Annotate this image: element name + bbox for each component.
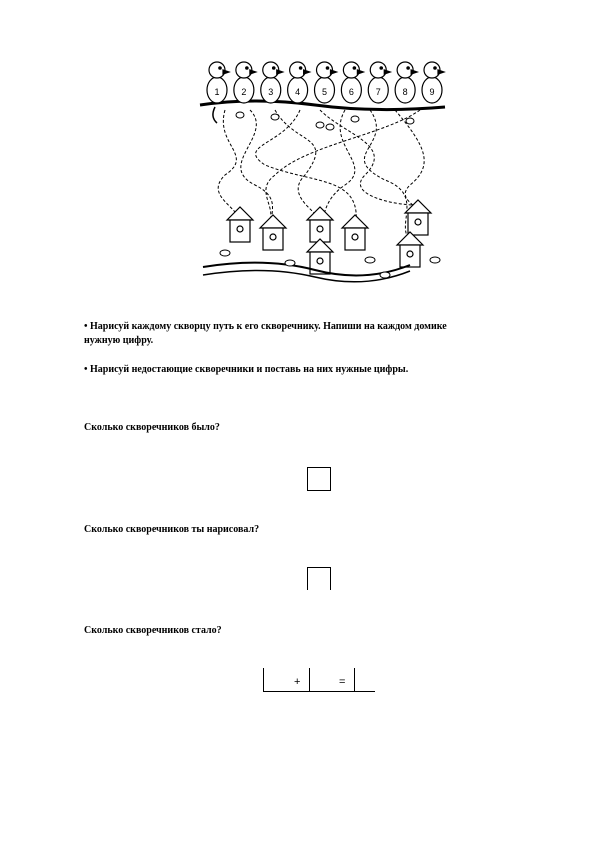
question-3: Сколько скворечников стало? bbox=[84, 625, 222, 636]
birdhouse-1 bbox=[227, 207, 253, 242]
bird-3 bbox=[261, 62, 283, 103]
answer-box-1[interactable] bbox=[307, 467, 331, 491]
birdhouse-7 bbox=[397, 232, 423, 267]
eq-divider-1 bbox=[309, 668, 310, 692]
eq-left-border bbox=[263, 668, 264, 692]
eq-divider-2 bbox=[354, 668, 355, 692]
bird-2 bbox=[234, 62, 256, 103]
bird-number: 6 bbox=[348, 87, 354, 97]
bottom-branch bbox=[203, 263, 410, 276]
bird-9 bbox=[422, 62, 444, 103]
instruction-1-line-1: • Нарисуй каждому скворцу путь к его скворечнику. Напиши на каждом домике bbox=[84, 321, 447, 332]
bird-number: 7 bbox=[375, 87, 381, 97]
bird-number: 9 bbox=[429, 87, 435, 97]
bird-number: 4 bbox=[295, 87, 301, 97]
bird-7 bbox=[368, 62, 390, 103]
bird-5 bbox=[315, 62, 337, 103]
bird-8 bbox=[395, 62, 417, 103]
birdhouse-2 bbox=[260, 215, 286, 250]
instruction-2: • Нарисуй недостающие скворечники и поставь на них нужные цифры. bbox=[84, 364, 409, 375]
instruction-1-line-2: нужную цифру. bbox=[84, 335, 154, 346]
bird-1 bbox=[207, 62, 229, 103]
starlings-birdhouses-illustration bbox=[195, 55, 450, 290]
bird-6 bbox=[341, 62, 363, 103]
answer-box-2[interactable] bbox=[307, 567, 331, 590]
bird-number: 2 bbox=[241, 87, 247, 97]
birds-row bbox=[207, 62, 444, 103]
bird-number: 1 bbox=[214, 87, 220, 97]
equals-sign: = bbox=[339, 676, 346, 688]
bird-number: 3 bbox=[268, 87, 274, 97]
question-2: Сколько скворечников ты нарисовал? bbox=[84, 524, 260, 535]
birdhouse-3 bbox=[307, 207, 333, 242]
birdhouse-4 bbox=[342, 215, 368, 250]
bird-number: 5 bbox=[321, 87, 328, 97]
question-1: Сколько скворечников было? bbox=[84, 422, 220, 433]
plus-sign: + bbox=[294, 676, 301, 688]
eq-baseline bbox=[263, 691, 375, 692]
bird-4 bbox=[288, 62, 310, 103]
bird-number: 8 bbox=[402, 87, 408, 97]
